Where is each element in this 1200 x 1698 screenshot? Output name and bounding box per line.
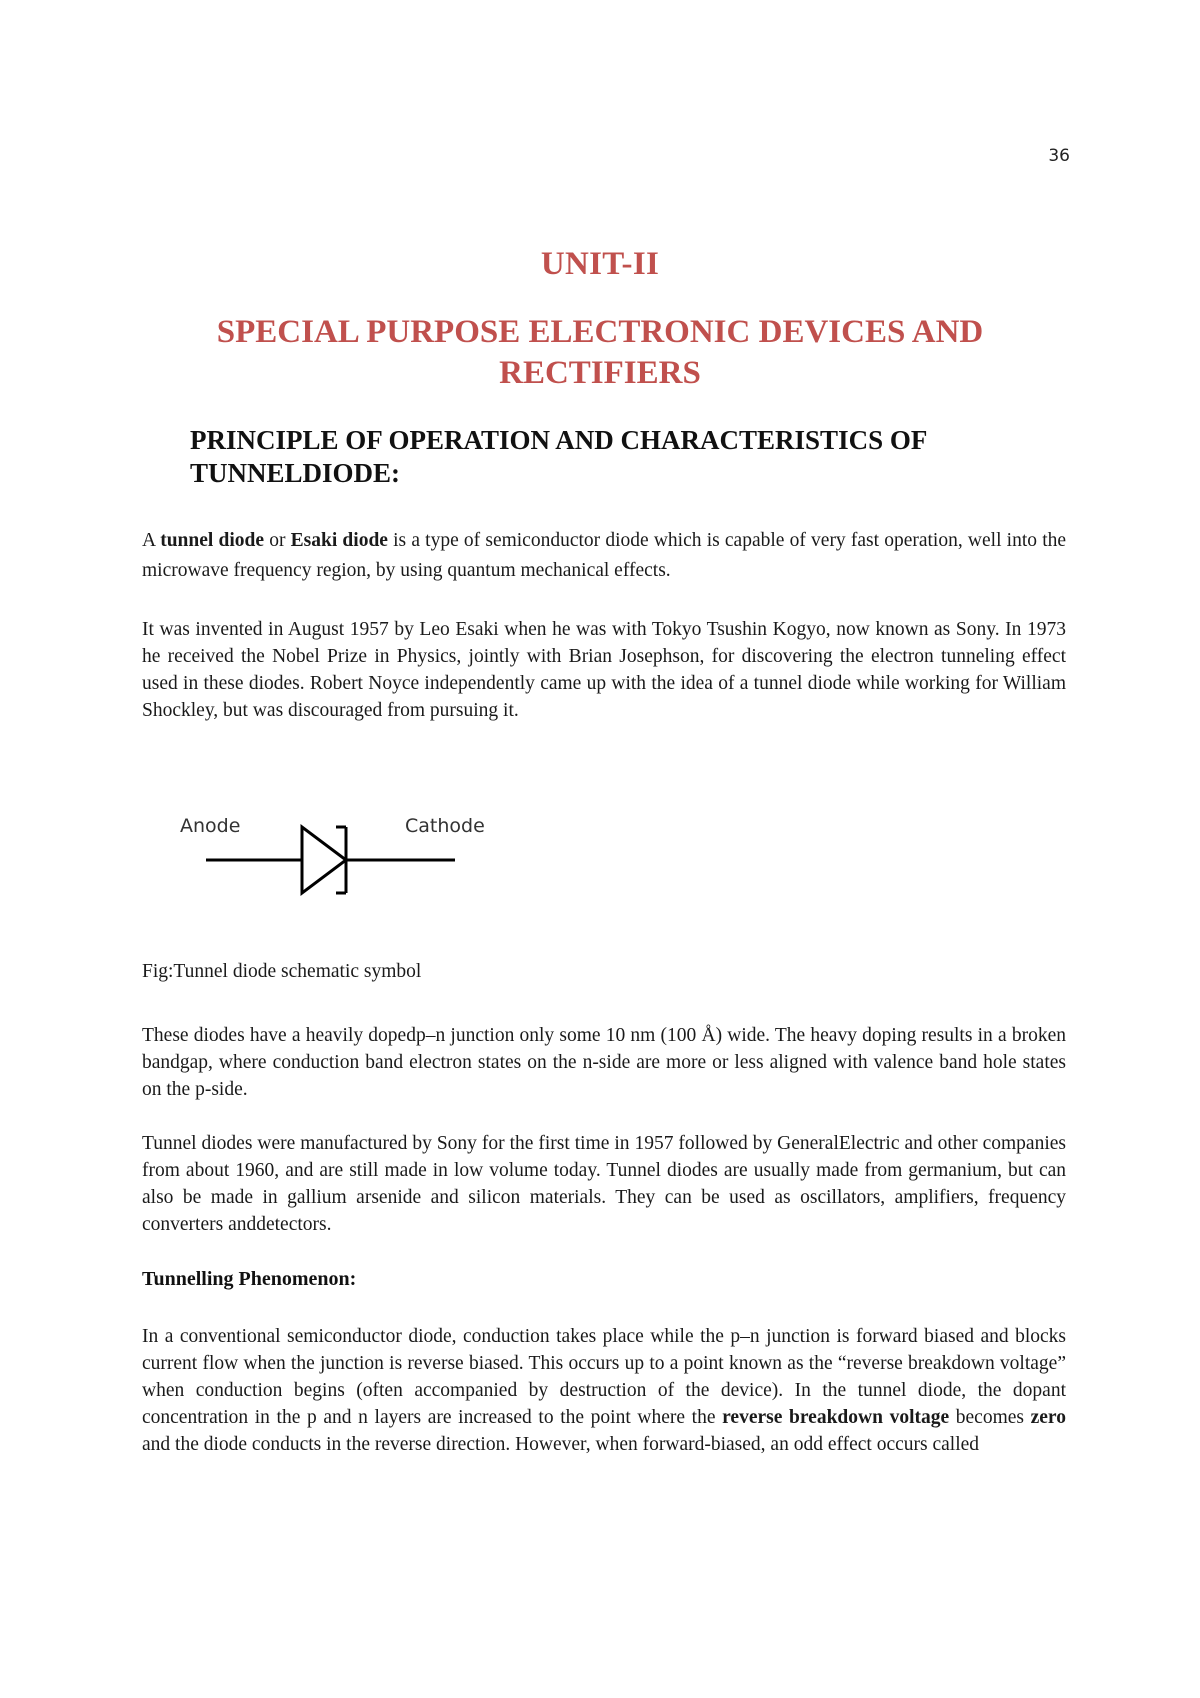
diode-figure [170,815,510,905]
anode-label: Anode [180,815,241,837]
main-title [150,312,1050,394]
term-tunnel-diode: tunnel diode [160,530,265,551]
intro-paragraph [142,526,1066,586]
cathode-label: Cathode [405,815,485,837]
tunnelling-subheading: Tunnelling Phenomenon: [142,1268,357,1290]
section-heading-line1: PRINCIPLE OF OPERATION AND CHARACTERISTICS OF [190,425,928,455]
tunnelling-part3: and the diode conducts in the reverse direction. However, when forward-biased, an odd effect occurs called [142,1434,980,1455]
main-title-line1: SPECIAL PURPOSE ELECTRONIC DEVICES AND [216,314,984,350]
tunnelling-paragraph [142,1323,1066,1458]
intro-suffix: is a type of semiconductor diode which is capable of very fast operation, well into the microwave frequency region, by using quantum mechanical effects. [142,530,1067,581]
tunnelling-part2: becomes [949,1407,1031,1428]
diode-triangle [302,827,346,893]
tunnelling-part1: In a conventional semiconductor diode, conduction takes place while the p–n junction is forward biased and blocks current flow when the junction is reverse biased. This occurs up to a point known as the “reverse breakdown voltage” when conduction begins (often accompanied by destruction of the device). In the tunnel diode, the dopant concentration in the p and n layers are increased to the point where the [142,1326,1066,1428]
unit-title: UNIT-II [540,246,660,282]
page-number: 36 [1048,146,1070,166]
manufacture-paragraph: Tunnel diodes were manufactured by Sony for the first time in 1957 followed by GeneralElectric and other companies from about 1960, and are still made in low volume today. Tunnel diodes are usually made from germanium, but can also be made in gallium arsenide and silicon materials. They can be used as oscillators, amplifiers, frequency converters anddetectors. [142,1133,1066,1235]
term-zero: zero [1030,1407,1066,1428]
section-heading-line2: TUNNELDIODE: [190,458,401,488]
section-heading [190,424,1070,490]
history-paragraph: It was invented in August 1957 by Leo Esaki when he was with Tokyo Tsushin Kogyo, now known as Sony. In 1973 he received the Nobel Prize in Physics, jointly with Brian Josephson, for discovering the electron tunneling effect used in these diodes. Robert Noyce independently came up with the idea of a tunnel diode while working for William Shockley, but was discouraged from pursuing it. [142,619,1066,721]
figure-caption: Fig:Tunnel diode schematic symbol [142,961,422,982]
intro-prefix: A [142,530,161,551]
term-esaki-diode: Esaki diode [290,530,388,551]
term-reverse-breakdown-voltage: reverse breakdown voltage [722,1407,950,1428]
tunnel-diode-symbol [170,815,510,905]
main-title-line2: RECTIFIERS [499,355,701,391]
doping-paragraph: These diodes have a heavily dopedp–n junction only some 10 nm (100 Å) wide. The heavy doping results in a broken bandgap, where conduction band electron states on the n-side are more or less aligned with valence band hole states on the p-side. [142,1025,1066,1100]
intro-mid: or [264,530,291,551]
